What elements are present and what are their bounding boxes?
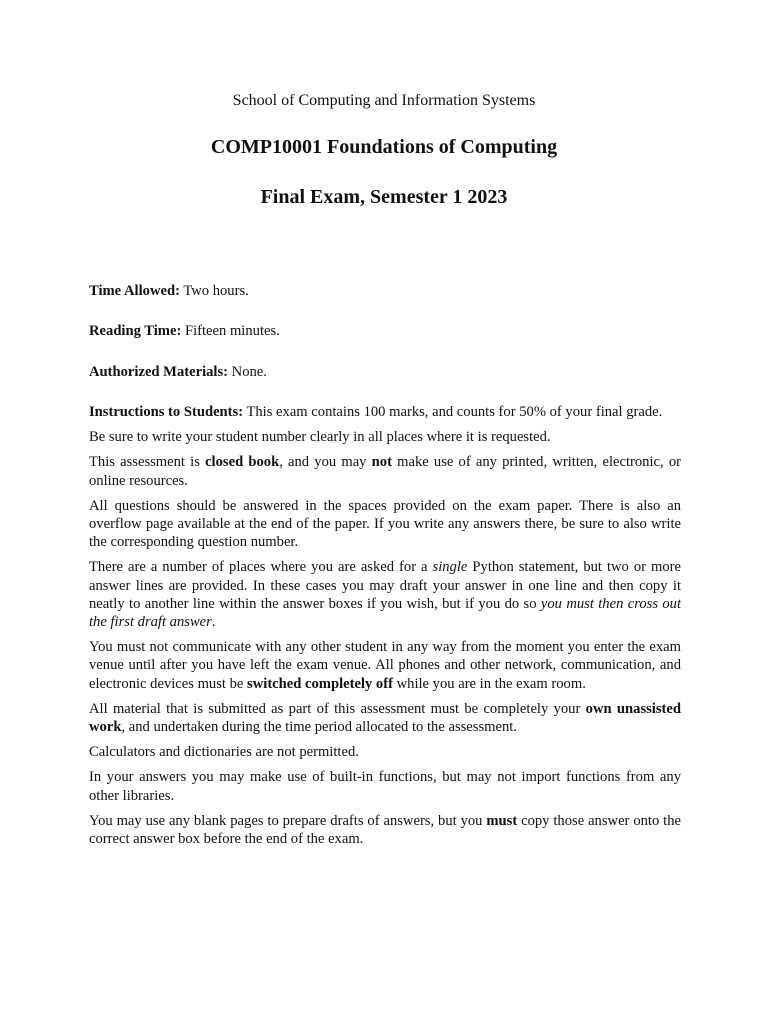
instruction-student-number: Be sure to write your student number clearly in all places where it is requested. bbox=[89, 429, 551, 446]
instructions-label: Instructions to Students: bbox=[89, 404, 244, 420]
authorized-materials-label: Authorized Materials: bbox=[89, 364, 229, 380]
reading-time-label: Reading Time: bbox=[89, 323, 182, 339]
instruction-closed-book: This assessment is closed book, and you may not make use of any printed, written, electronic, or online resources. bbox=[89, 454, 681, 489]
reading-time-value: Fifteen minutes. bbox=[181, 323, 280, 339]
time-allowed-label: Time Allowed: bbox=[89, 283, 180, 299]
instruction-own-work: All material that is submitted as part of this assessment must be completely your own unassisted work, and undertaken during the time period allocated to the assessment. bbox=[89, 700, 681, 736]
time-allowed-value: Two hours. bbox=[179, 283, 249, 299]
instruction-single-statement: There are a number of places where you are asked for a single Python statement, but two or more answer lines are provided. In these cases you may draft your answer in one line and then copy it neatly to another line within the answer boxes if you wish, but if you do so you must then cross out the first draft answer. bbox=[89, 559, 681, 631]
exam-title: Final Exam, Semester 1 2023 bbox=[260, 186, 508, 208]
instruction-answer-spaces: All questions should be answered in the spaces provided on the exam paper. There is also an overflow page available at the end of the paper. If you write any answers there, be sure to also write the corresponding question number. bbox=[89, 497, 681, 551]
authorized-materials-value: None. bbox=[228, 364, 267, 380]
instruction-calculators: Calculators and dictionaries are not permitted. bbox=[89, 744, 359, 761]
instructions-intro: Instructions to Students: This exam contains 100 marks, and counts for 50% of your final grade. bbox=[89, 404, 663, 420]
course-title: COMP10001 Foundations of Computing bbox=[210, 136, 558, 158]
instruction-built-in-functions: In your answers you may make use of built-in functions, but may not import functions from any other libraries. bbox=[89, 769, 681, 804]
instruction-no-communication: You must not communicate with any other student in any way from the moment you enter the exam venue until after you have left the exam venue. All phones and other network, communication, and electronic devices must be switched completely off while you are in the exam room. bbox=[89, 639, 681, 692]
school-name: School of Computing and Information Systems bbox=[232, 92, 536, 109]
instructions-section bbox=[89, 403, 681, 855]
instruction-blank-pages: You may use any blank pages to prepare drafts of answers, but you must copy those answer onto the correct answer box before the end of the exam. bbox=[89, 812, 681, 848]
